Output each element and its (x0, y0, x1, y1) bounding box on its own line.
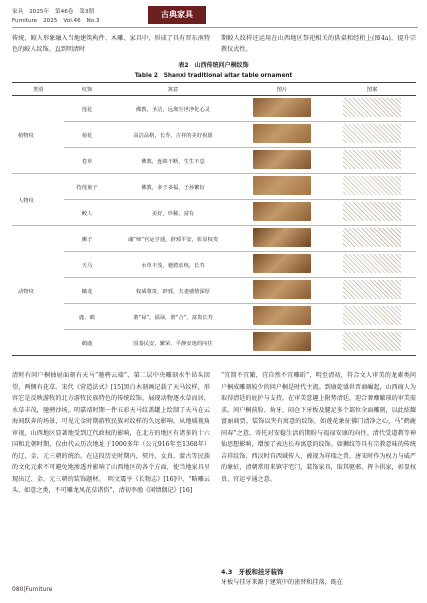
meaning-cell: 佛教，多子多福，子孙繁衍 (110, 174, 236, 200)
ornament-table (12, 82, 416, 356)
pattern-cell (328, 200, 416, 226)
ornament-name-cell: 天马 (64, 252, 110, 278)
header-category: 类别 (12, 83, 64, 96)
carving-photo (253, 228, 311, 247)
picture-cell (236, 330, 328, 356)
volume-en: Vol.46 (63, 18, 81, 24)
bottom-right-paragraph: “宜简不宜繁，宜自然不宜雕斫”，明至清初，符合文人审美的龙素类问户桐成雕刻较少的问户桐是时代主流。到康乾盛世晋商崛起，山西商人为取得清廷的庇护与支持，在审美意趣上附势清廷，迎合奢靡繁琐的审美需求。问户桐前脸、角牙、闷仓下牙板及腿足多个部位全面雕刻，以此炫耀富丽商贾。装饰以夹有寓意的纹饰，如莲花象征佛门清净之心，马“鹤鹿同春”之意，寄托对安稳生活的期盼与福禄安康的向往。清代受道教等神仙思想影响，增加了表达长寿寓意的纹饰。如狮纹等具有宗教意味的传统吉祥纹饰，西汉时自西域传入，被视为祥瑞之兽，唐宋时作为权力与威严的象征，清朝常用来镇守宅门，装饰家具，取其驱邪、挥卜拱家，彰显权贵，官运亨通之意。 (221, 372, 416, 483)
pattern-drawing (343, 98, 401, 117)
carving-photo (253, 124, 311, 143)
table-body (12, 96, 416, 356)
ornament-name-cell: 持莲童子 (64, 174, 110, 200)
section-tag: 古典家具 (148, 6, 206, 24)
meaning-cell: 权威尊贵，辟邪，夫妻感情深厚 (110, 278, 236, 304)
table-row (12, 96, 416, 122)
carving-photo (253, 176, 311, 195)
meaning-cell: 水草丰茂，驰骋求练，长寿 (110, 252, 236, 278)
pattern-cell (328, 226, 416, 252)
pattern-cell (328, 252, 416, 278)
ornament-name-cell: 螭龙 (64, 278, 110, 304)
footer-journal: Furniture (25, 586, 53, 593)
pattern-cell (328, 174, 416, 200)
picture-cell (236, 278, 328, 304)
meaning-cell: 魂“师”官运亨通，辟邪平安，彰显权贵 (110, 226, 236, 252)
year-zh: 2025年 (29, 9, 50, 15)
table-row (12, 226, 416, 252)
pattern-drawing (343, 254, 401, 273)
issue-zh: 第3期 (79, 9, 95, 15)
ornament-name-cell: 卷草 (64, 148, 110, 174)
meaning-cell: 国泰民安，繁荣，平静安逸的向往 (110, 330, 236, 356)
picture-cell (236, 226, 328, 252)
category-cell: 动物纹 (12, 226, 64, 356)
category-cell: 植物纹 (12, 96, 64, 174)
subheading-paragraph: 牙板与挂牙来源于建筑中的雀替和挂落，既在 (221, 579, 343, 586)
page-footer: 080|Furniture (12, 586, 53, 593)
volume-zh: 第46卷 (55, 9, 74, 15)
ornament-name-cell: 狮子 (64, 226, 110, 252)
picture-cell (236, 174, 328, 200)
top-left-paragraph: 传统，鲛人形象融入当地建筑构件、木雕、家具中，形成了具有晋东南特色的鲛人纹饰。直到明清时 (12, 35, 210, 53)
meaning-cell: 谐“禄”，福禄，谐“合”，富贵长寿 (110, 304, 236, 330)
picture-cell (236, 252, 328, 278)
pattern-cell (328, 96, 416, 122)
header-picture: 图片 (236, 83, 328, 96)
meaning-cell: 高洁品格，长寿，吉祥的美好祝愿 (110, 122, 236, 148)
top-right-paragraph: 期鲛人纹样还运用在山西地区祭祀相关的供桌和经桁上(图4a)，提升宗教仪式性。 (221, 35, 416, 53)
picture-cell (236, 96, 328, 122)
pattern-drawing (343, 202, 401, 221)
pattern-drawing (343, 280, 401, 299)
carving-photo (253, 254, 311, 273)
ornament-name-cell: 鲛人 (64, 200, 110, 226)
table-row (12, 304, 416, 330)
section-subheading: 4.3 牙板和挂牙装饰 (221, 568, 284, 576)
pattern-cell (328, 148, 416, 174)
table-row (12, 330, 416, 356)
ornament-name-cell: 鹿、鹤 (64, 304, 110, 330)
pattern-cell (328, 122, 416, 148)
header-ornament: 纹饰 (64, 83, 110, 96)
pattern-cell (328, 278, 416, 304)
meaning-cell: 佛教，圣洁，远离尘世净化心灵 (110, 96, 236, 122)
carving-photo (253, 202, 311, 221)
issue-en: No.3 (86, 18, 100, 24)
pattern-drawing (343, 306, 401, 325)
page-number: 080 (12, 586, 24, 593)
journal-name-en: Furniture (12, 18, 38, 24)
table-header-row (12, 83, 416, 96)
bottom-left-paragraph: 清时有问户桐抽屉面刻有天马“驰骋云端”，第二层中央雕刻水牛昂头回望，两侧有花草。宋代《营造法式》[15]黑白木刻画记载了天马纹样，形容它是反映游牧的北方游牧民族特色的传统纹饰，展现动物逐水草而居，水草丰茂，驰骋沙场。明嘉靖时期一件五彩天马纹盖罐上绘制了天马在云海间跃奔的场景，可见元金时期游牧民族对纹样的久远影响。从地域视角审视，山西地区显著地受到辽代政权的影响，在北方的地区有诸多的十六国和北朝时期，仅由代云历次地址于1000多年（公元916年至1368年）的辽，金，元三朝的统治。在这段历史时期内，契丹、女真、蒙古等民族的文化元素不可避免地渗透并影响了山西地区的各个方面，使当地家具呈现出辽、金、元三朝的装饰题材。 明文震亨《长物志》[16]中，“略雕云头、如意之类，不可雕龙凤花草诸俗”，清初李渔《闲情偶记》[16] (12, 372, 210, 494)
year-en: 2025 (43, 18, 58, 24)
pattern-drawing (343, 150, 401, 169)
header-citation-en (12, 17, 106, 25)
pattern-drawing (343, 228, 401, 247)
table-row (12, 122, 416, 148)
carving-photo (253, 280, 311, 299)
carving-photo (253, 98, 311, 117)
picture-cell (236, 304, 328, 330)
journal-name-zh: 家具 (12, 9, 24, 15)
header-citation-zh (12, 8, 100, 16)
table-row (12, 148, 416, 174)
meaning-cell: 美好，珍稀，富有 (110, 200, 236, 226)
table-row (12, 174, 416, 200)
table-row (12, 200, 416, 226)
picture-cell (236, 148, 328, 174)
meaning-cell: 佛教，连绵不断，生生不息 (110, 148, 236, 174)
ornament-name-cell: 菊花 (64, 122, 110, 148)
table-row (12, 278, 416, 304)
table-title-zh: 表2 山西传统问户桐纹饰 (178, 62, 249, 69)
carving-photo (253, 332, 311, 351)
carving-photo (253, 150, 311, 169)
pattern-drawing (343, 176, 401, 195)
picture-cell (236, 200, 328, 226)
ornament-name-cell: 莲花 (64, 96, 110, 122)
carving-photo (253, 306, 311, 325)
picture-cell (236, 122, 328, 148)
table-row (12, 252, 416, 278)
pattern-drawing (343, 332, 401, 351)
header-meaning: 寓意 (110, 83, 236, 96)
pattern-drawing (343, 124, 401, 143)
category-cell: 人物纹 (12, 174, 64, 226)
header-pattern: 图案 (328, 83, 416, 96)
ornament-name-cell: 鹤鹿 (64, 330, 110, 356)
pattern-cell (328, 304, 416, 330)
header-rule (12, 27, 418, 28)
table-title-en: Table 2 Shanxi traditional altar table ornament (134, 73, 293, 79)
pattern-cell (328, 330, 416, 356)
